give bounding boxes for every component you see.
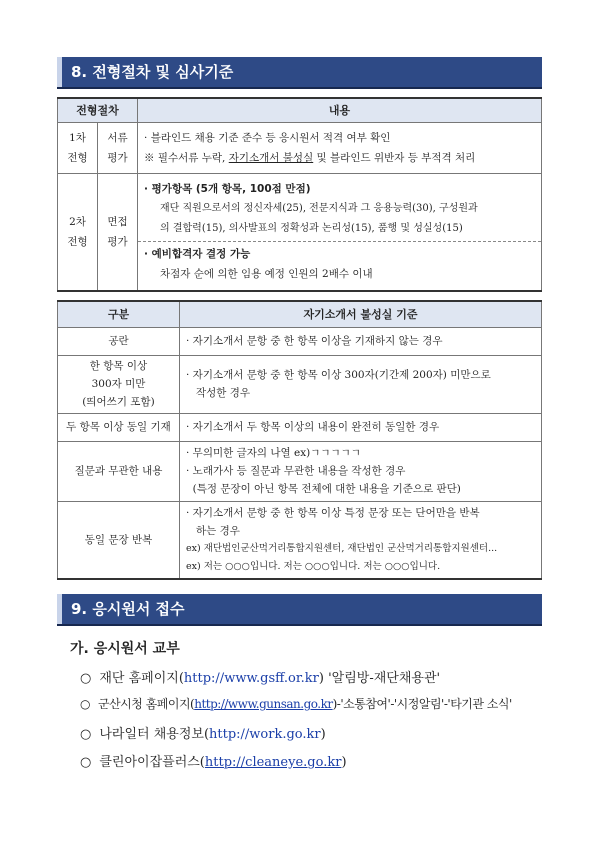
procedure-header-content: 내용 <box>138 98 542 122</box>
gunsan-link[interactable]: http://www.gunsan.go.kr <box>194 697 333 711</box>
stage1-line2-prefix: ※ 필수서류 누락, <box>144 151 229 164</box>
stage1-type-a: 서류 <box>107 131 128 144</box>
criteria-label: 공란 <box>108 335 129 347</box>
stage1-row <box>58 122 542 173</box>
item-post: ) <box>320 727 326 742</box>
cleaneye-link[interactable]: http://cleaneye.go.kr <box>204 755 342 770</box>
stage2-items-line1: 재단 직원으로서의 정신자세(25), 전문지식과 그 응용능력(30), 구성원과 <box>160 203 478 215</box>
circle-bullet-icon: ○ <box>80 727 92 742</box>
stage1-line1: · 블라인드 채용 기준 준수 등 응시원서 적격 여부 확인 <box>144 131 391 144</box>
criteria-line: ex) 재단법인군산먹거리통합지원센터, 재단법인 군산먹거리통합지원센터... <box>186 542 498 554</box>
criteria-line: · 노래가사 등 질문과 무관한 내용을 작성한 경우 <box>186 465 406 477</box>
criteria-header-row <box>58 301 542 327</box>
item-post: ) <box>341 755 347 770</box>
criteria-table <box>57 300 542 580</box>
application-item <box>80 695 512 712</box>
procedure-header-row <box>58 98 542 122</box>
criteria-line: · 자기소개서 문항 중 한 항목 이상 300자(기간제 200자) 미만으로 <box>186 369 491 381</box>
criteria-line: · 무의미한 글자의 나열 ex)ㄱㄱㄱㄱㄱ <box>186 447 361 459</box>
application-item <box>80 667 440 686</box>
criteria-header-category: 구분 <box>58 301 180 327</box>
stage1-label-a: 1차 <box>69 131 86 144</box>
circle-bullet-icon: ○ <box>80 697 90 711</box>
criteria-row-duplicate <box>58 413 542 441</box>
criteria-label: 질문과 무관한 내용 <box>74 465 163 477</box>
criteria-line: 하는 경우 <box>186 524 240 537</box>
criteria-line: · 자기소개서 두 항목 이상의 내용이 완전히 동일한 경우 <box>186 421 440 433</box>
stage2-reserve-title: · 예비합격자 결정 가능 <box>144 248 251 261</box>
criteria-label: 300자 미만 <box>91 378 146 390</box>
procedure-table <box>57 97 542 292</box>
application-subtitle: 가. 응시원서 교부 <box>70 641 180 657</box>
criteria-row-repeat <box>58 501 542 579</box>
criteria-line: · 자기소개서 문항 중 한 항목 이상 특정 문장 또는 단어만을 반복 <box>186 506 480 519</box>
criteria-label: 두 항목 이상 동일 기재 <box>66 421 171 433</box>
item-pre: 나라일터 채용정보( <box>99 727 210 742</box>
criteria-label: 동일 문장 반복 <box>84 533 153 546</box>
stage2-row <box>58 173 542 291</box>
section-9-title: 9. 응시원서 접수 <box>71 600 185 618</box>
stage2-label-a: 2차 <box>69 215 86 228</box>
criteria-row-irrelevant <box>58 441 542 501</box>
procedure-header-stage: 전형절차 <box>58 98 138 122</box>
criteria-line: (특정 문장이 아닌 항목 전체에 대한 내용을 기준으로 판단) <box>186 483 461 495</box>
criteria-line: ex) 저는 ○○○입니다. 저는 ○○○입니다. 저는 ○○○입니다. <box>186 560 441 572</box>
criteria-row-blank <box>58 327 542 355</box>
criteria-line: 작성한 경우 <box>186 387 251 399</box>
item-pre: 클린아이잡플러스( <box>99 755 205 770</box>
stage2-type-b: 평가 <box>107 235 128 248</box>
circle-bullet-icon: ○ <box>80 671 92 686</box>
stage2-type-a: 면접 <box>107 215 128 228</box>
work-link[interactable]: http://work.go.kr <box>209 727 321 742</box>
stage1-label-b: 전형 <box>67 151 88 164</box>
stage2-items-line2: 의 결합력(15), 의사발표의 정확성과 논리성(15), 품행 및 성실성(15) <box>160 223 463 235</box>
item-pre: 재단 홈페이지( <box>99 671 184 686</box>
item-post: ) '알림방-재단채용관' <box>318 671 441 686</box>
stage1-line2 <box>144 148 535 168</box>
stage1-type-b: 평가 <box>107 151 128 164</box>
section-9-header <box>57 594 542 626</box>
circle-bullet-icon: ○ <box>80 755 92 770</box>
criteria-line: · 자기소개서 문항 중 한 항목 이상을 기재하지 않는 경우 <box>186 335 443 347</box>
section-8-header <box>57 57 542 89</box>
application-item <box>80 751 347 770</box>
criteria-label: 한 항목 이상 <box>89 360 148 372</box>
stage2-label-b: 전형 <box>67 235 88 248</box>
stage2-items-title: · 평가항목 (5개 항목, 100점 만점) <box>144 183 311 196</box>
stage1-line2-suffix: 및 블라인드 위반자 등 부적격 처리 <box>313 151 476 164</box>
criteria-label: (띄어쓰기 포함) <box>82 396 155 408</box>
criteria-header-standard: 자기소개서 불성실 기준 <box>180 301 542 327</box>
stage2-reserve-line: 차점자 순에 의한 임용 예정 인원의 2배수 이내 <box>160 268 373 281</box>
item-pre: 군산시청 홈페이지( <box>97 697 195 711</box>
gsff-link[interactable]: http://www.gsff.or.kr <box>183 671 319 686</box>
section-8-title: 8. 전형절차 및 심사기준 <box>71 63 234 81</box>
application-item <box>80 723 326 742</box>
header-accent <box>57 594 62 624</box>
header-accent <box>57 57 62 87</box>
criteria-row-short <box>58 355 542 413</box>
item-post: )-'소통참여'-'시정알림'-'타기관 소식' <box>332 697 512 711</box>
stage2-divider <box>138 241 541 242</box>
stage1-line2-underline: 자기소개서 불성실 <box>228 151 314 164</box>
